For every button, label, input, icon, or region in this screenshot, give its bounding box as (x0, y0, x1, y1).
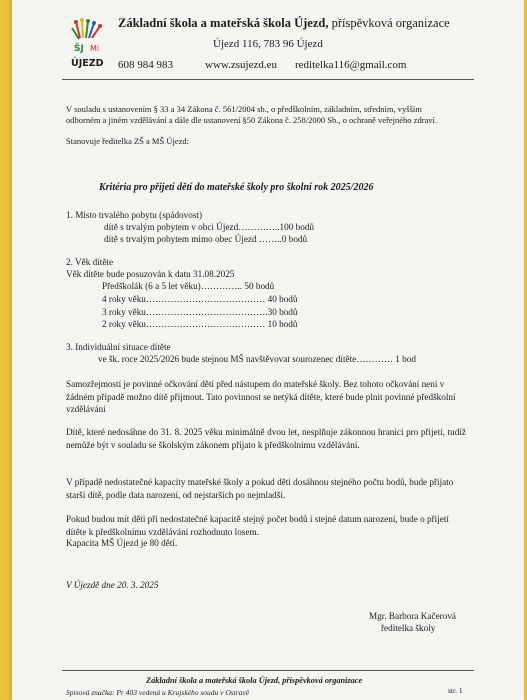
criterion-2-heading: 2. Věk dítěte (66, 257, 114, 267)
criterion-2-line-3: 3 roky věku………………………………….30 bodů (102, 307, 298, 317)
criterion-2-intro: Věk dítěte bude posuzován k datu 31.08.2025 (66, 269, 235, 279)
criterion-2-line-2: 4 roky věku………………………………… 40 bodů (102, 294, 298, 304)
criterion-3-line-1: ve šk. roce 2025/2026 bude stejnou MŠ navštěvovat sourozenec dítěte………… 1 bod (98, 354, 416, 364)
criterion-3-heading: 3. Individuální situace dítěte (66, 342, 171, 352)
date-place: V Újezdě dne 20. 3. 2025 (66, 580, 159, 590)
criterion-1-line-2: dítě s trvalým pobytem mimo obec Újezd ……..0 bodů (104, 234, 308, 244)
school-name-suffix: příspěvková organizace (331, 16, 450, 30)
paragraph-vaccination: Samozřejmostí je povinné očkování dětí před nástupem do mateřské školy. Bez tohoto očkování není v žádném případě možno dítě přijmout. Tato povinnost se netýká dítěte, které bude plnit povinné předškolní vzdělávání (66, 379, 456, 414)
legal-intro-line-1: V souladu s ustanovením § 33 a 34 Zákona č. 561/2004 sb., o předškolním, základním, středním, vyšším (66, 104, 422, 114)
criterion-1-heading: 1. Místo trvalého pobytu (spádovost) (66, 210, 203, 220)
criterion-2-line-1: Předškolák (6 a 5 let věku)………….. 50 bodů (102, 281, 275, 291)
school-logo (70, 18, 110, 70)
signature-name: Mgr. Barbora Kačerová (369, 611, 456, 621)
header-divider (62, 79, 474, 80)
email-link[interactable]: reditelka116@gmail.com (295, 59, 407, 71)
stanovuje-line: Stanovuje ředitelka ZŠ a MŠ Újezd: (66, 136, 189, 146)
school-name (118, 16, 450, 31)
page-number: str. 1 (448, 686, 463, 695)
svg-text:Mi: Mi (90, 44, 100, 53)
criterion-1-line-1: dítě s trvalým pobytem v obci Újezd…………..100 bodů (104, 222, 315, 232)
website-link[interactable]: www.zsujezd.eu (205, 59, 277, 71)
school-address: Újezd 116, 783 96 Újezd (213, 38, 323, 50)
footer-registration: Spisová značka: Pr 403 vedená u Krajského soudu v Ostravě (66, 688, 250, 697)
signature-role: ředitelka školy (381, 623, 436, 633)
legal-intro-line-2: odborném a jiném vzdělávání a dále dle ustanovení §50 Zákona č. 258/2000 Sb., o ochraně veřejného zdraví. (66, 115, 438, 125)
footer-school-name: Základní škola a mateřská škola Újezd, příspěvková organizace (146, 676, 363, 685)
svg-text:ŠJ: ŠJ (74, 44, 84, 54)
school-name-main: Základní škola a mateřská škola Újezd, (118, 16, 329, 30)
paragraph-capacity: V případě nedostatečné kapacity mateřské školy a pokud děti dosáhnou stejného počtu bodů, bude přijato starší dítě, podle data narození, od nejstarších po nejmladší. (66, 477, 454, 500)
phone-number: 608 984 983 (118, 59, 173, 71)
paragraph-age-limit: Dítě, které nedosáhne do 31. 8. 2025 věku minimálně dvou let, nesplňuje zákonnou hranici pro přijetí, tudíž nemůže být v souladu se školským zákonem přijato k předškolnímu vzdělávání. (66, 427, 466, 450)
document-title: Kritéria pro přijetí dětí do mateřské školy pro školní rok 2025/2026 (99, 182, 374, 193)
flower-icon (72, 18, 102, 54)
criterion-2-line-4: 2 roky věku………………………………… 10 bodů (102, 319, 298, 329)
paragraph-capacity-total: Kapacita MŠ Újezd je 80 dětí. (66, 538, 178, 548)
paragraph-lottery: Pokud budou mít děti při nedostatečné kapacitě stejný počet bodů i stejné datum narození, bude o přijetí dítěte k předškolnímu vzdělávání rozhodnuto losem. (66, 514, 449, 537)
logo-text: ÚJEZD (71, 58, 104, 69)
footer-divider (62, 670, 474, 671)
